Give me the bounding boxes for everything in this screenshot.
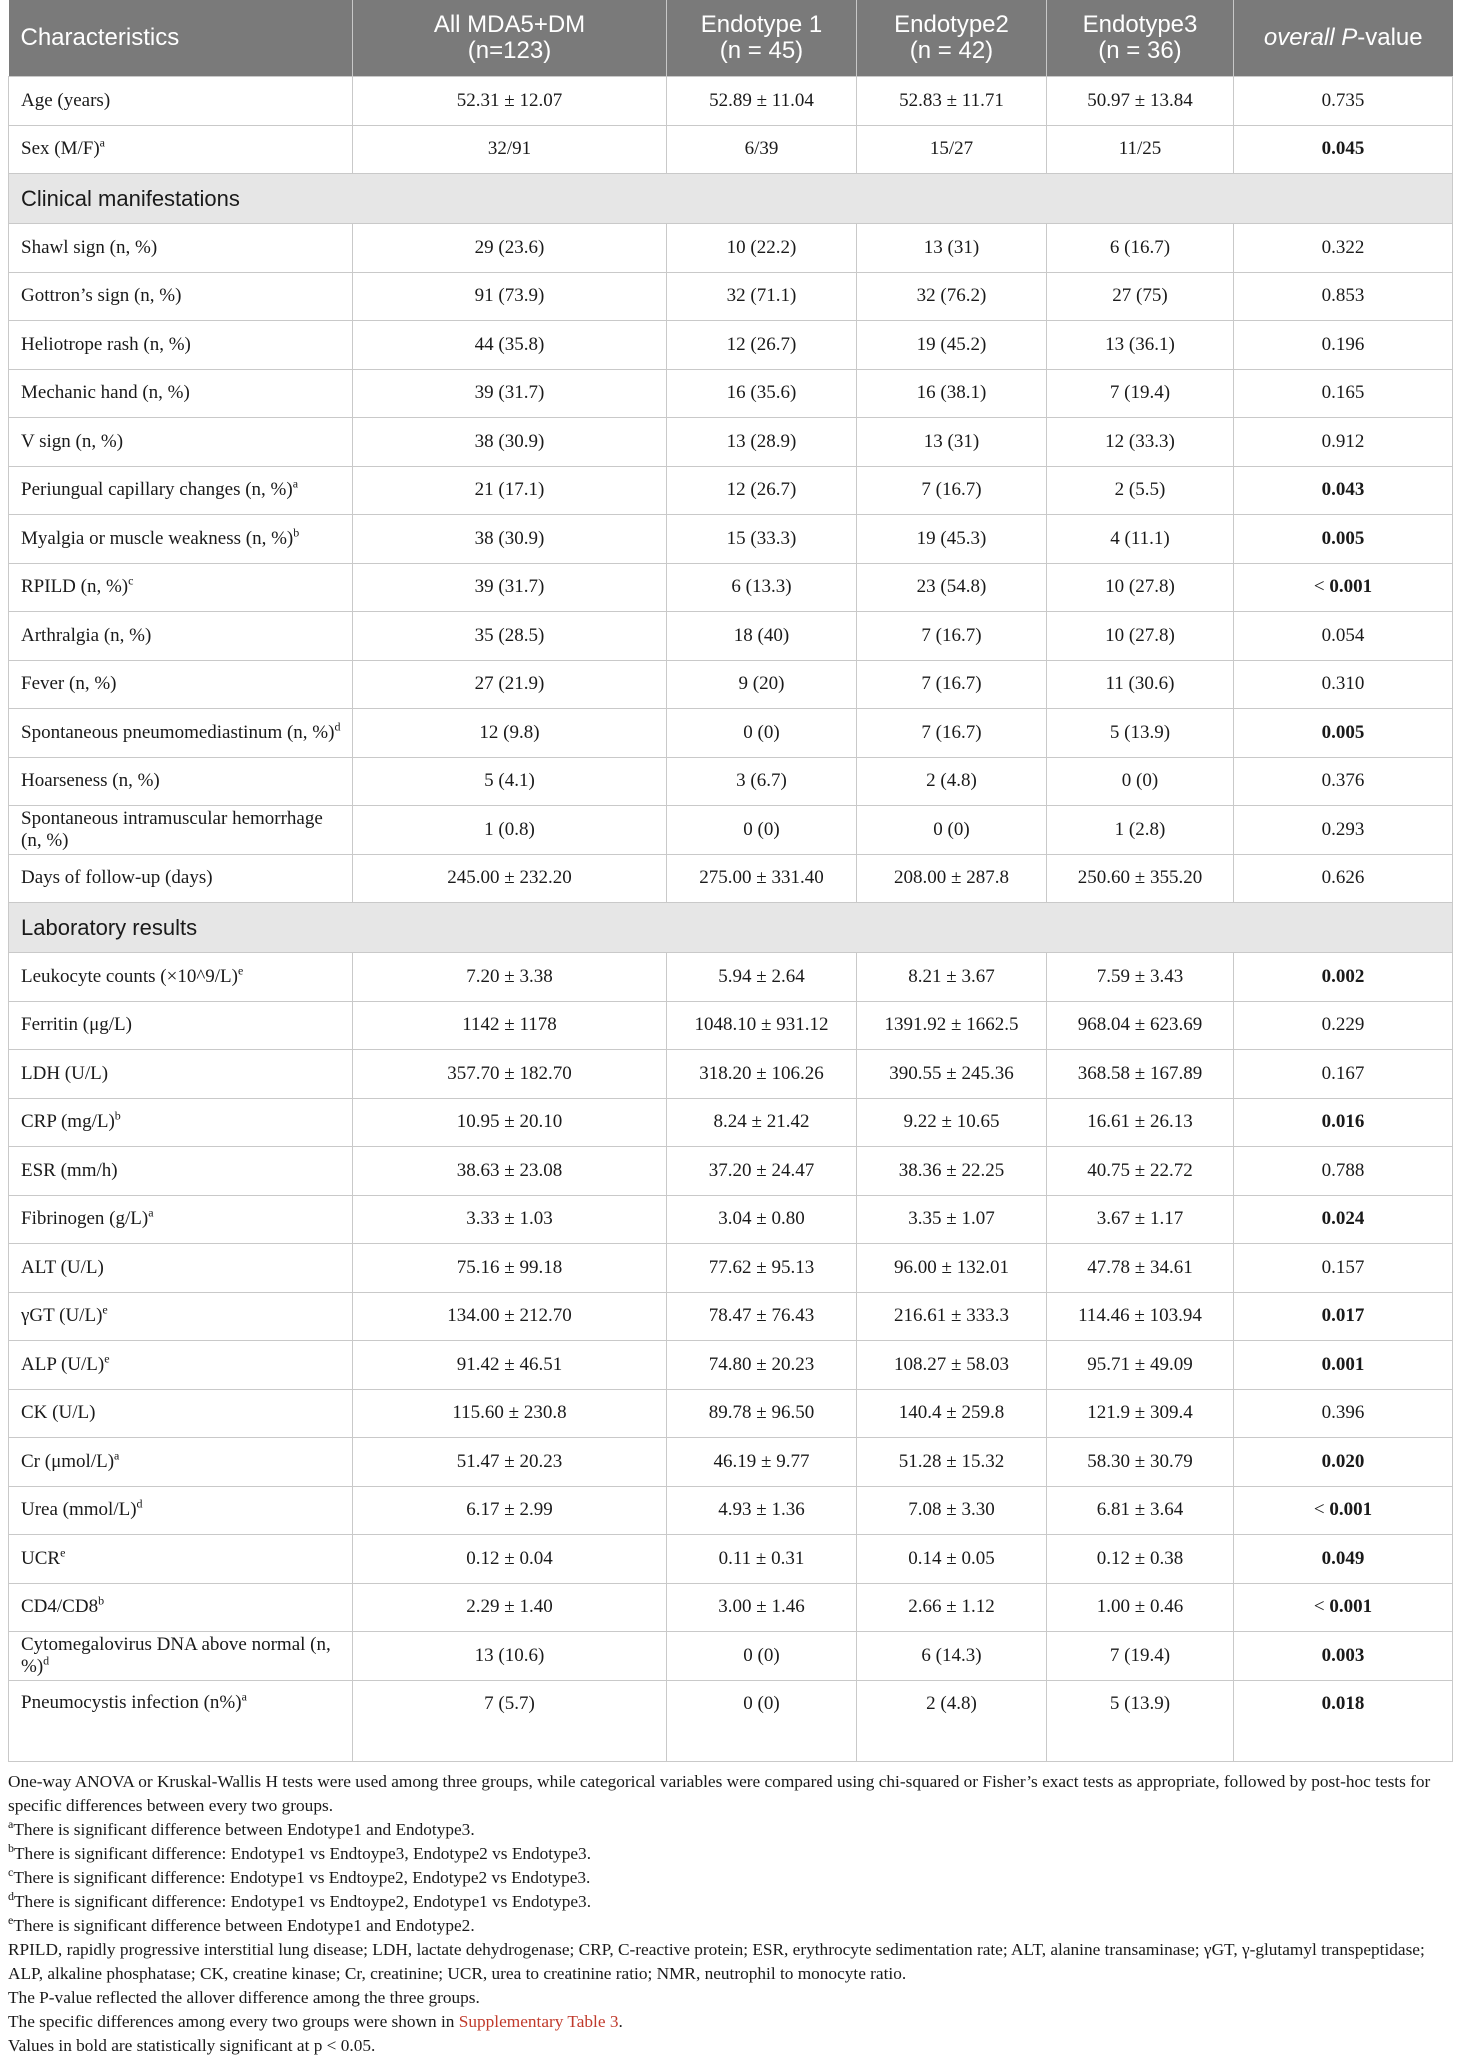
cell-pvalue: 0.322 bbox=[1234, 224, 1453, 273]
cell-all: 38 (30.9) bbox=[353, 418, 667, 467]
table-row bbox=[9, 1680, 1453, 1761]
bold-note: Values in bold are statistically significant at p < 0.05. bbox=[8, 2035, 376, 2055]
footnote-mark: b bbox=[293, 525, 300, 540]
footnote-mark: b bbox=[114, 1108, 121, 1123]
cell-endotype1: 12 (26.7) bbox=[667, 466, 857, 515]
cell-all: 39 (31.7) bbox=[353, 369, 667, 418]
cell-pvalue: < 0.001 bbox=[1234, 1583, 1453, 1632]
cell-endotype2: 6 (14.3) bbox=[857, 1632, 1047, 1681]
table-row bbox=[9, 1341, 1453, 1390]
footnote-mark: d bbox=[334, 719, 341, 734]
cell-all: 1 (0.8) bbox=[353, 806, 667, 855]
cell-all: 3.33 ± 1.03 bbox=[353, 1195, 667, 1244]
row-label: Shawl sign (n, %) bbox=[9, 224, 353, 273]
cell-endotype3: 7.59 ± 3.43 bbox=[1047, 953, 1234, 1002]
cell-pvalue: 0.788 bbox=[1234, 1147, 1453, 1196]
row-label: Arthralgia (n, %) bbox=[9, 612, 353, 661]
cell-endotype3: 10 (27.8) bbox=[1047, 563, 1234, 612]
cell-pvalue: < 0.001 bbox=[1234, 563, 1453, 612]
row-label: UCR$^e$ bbox=[9, 1535, 353, 1584]
cell-endotype3: 6 (16.7) bbox=[1047, 224, 1234, 273]
header-all: All MDA5+DM (n=123) bbox=[353, 0, 667, 77]
cell-endotype1: 275.00 ± 331.40 bbox=[667, 854, 857, 903]
cell-endotype2: 7 (16.7) bbox=[857, 466, 1047, 515]
cell-pvalue: 0.005 bbox=[1234, 709, 1453, 758]
cell-pvalue: 0.735 bbox=[1234, 77, 1453, 126]
cell-endotype1: 6 (13.3) bbox=[667, 563, 857, 612]
table-row bbox=[9, 466, 1453, 515]
footnote-mark: e bbox=[104, 1351, 110, 1366]
cell-endotype3: 7 (19.4) bbox=[1047, 1632, 1234, 1681]
cell-endotype1: 16 (35.6) bbox=[667, 369, 857, 418]
cell-all: 38.63 ± 23.08 bbox=[353, 1147, 667, 1196]
row-label: Gottron’s sign (n, %) bbox=[9, 272, 353, 321]
row-label: Fibrinogen $(g/L)^a$ bbox=[9, 1195, 353, 1244]
cell-pvalue: 0.229 bbox=[1234, 1001, 1453, 1050]
cell-endotype3: 40.75 ± 22.72 bbox=[1047, 1147, 1234, 1196]
table-row bbox=[9, 1632, 1453, 1681]
supplementary-link[interactable]: Supplementary Table 3 bbox=[458, 2011, 619, 2031]
cell-endotype1: 4.93 ± 1.36 bbox=[667, 1486, 857, 1535]
cell-all: 5 (4.1) bbox=[353, 757, 667, 806]
cell-endotype2: 38.36 ± 22.25 bbox=[857, 1147, 1047, 1196]
cell-endotype1: 13 (28.9) bbox=[667, 418, 857, 467]
cell-endotype2: 32 (76.2) bbox=[857, 272, 1047, 321]
cell-endotype1: 0 (0) bbox=[667, 806, 857, 855]
cell-endotype2: 13 (31) bbox=[857, 224, 1047, 273]
cell-pvalue: < 0.001 bbox=[1234, 1486, 1453, 1535]
cell-endotype3: 13 (36.1) bbox=[1047, 321, 1234, 370]
cell-endotype3: 368.58 ± 167.89 bbox=[1047, 1050, 1234, 1099]
cell-endotype2: 2 (4.8) bbox=[857, 757, 1047, 806]
table-row bbox=[9, 1292, 1453, 1341]
cell-all: 134.00 ± 212.70 bbox=[353, 1292, 667, 1341]
row-label: ALT (U/L) bbox=[9, 1244, 353, 1293]
cell-endotype1: 52.89 ± 11.04 bbox=[667, 77, 857, 126]
cell-endotype3: 0.12 ± 0.38 bbox=[1047, 1535, 1234, 1584]
abbreviations-note: RPILD, rapidly progressive interstitial lung disease; LDH, lactate dehydrogenase; CRP, C-reactive protein; ESR, erythrocyte sedimentation rate; ALT, alanine transaminase; γGT, γ-glutamyl transpeptidase; ALP, alkaline phosphatase; CK, creatine kinase; Cr, creatinine; UCR, urea to creatinine ratio; NMR, neutrophil to monocyte ratio. bbox=[8, 1939, 1425, 1983]
cell-endotype1: 3.04 ± 0.80 bbox=[667, 1195, 857, 1244]
table-container bbox=[8, 0, 1452, 2058]
table-row bbox=[9, 1195, 1453, 1244]
table-row bbox=[9, 806, 1453, 855]
footnote: $^e$There is significant difference between Endotype1 and Endotype2. bbox=[8, 1912, 475, 1935]
header-characteristics: Characteristics bbox=[9, 0, 353, 77]
section-clinical-manifestations bbox=[9, 174, 1453, 224]
row-label: γGT $(U/L)^e$ bbox=[9, 1292, 353, 1341]
cell-endotype1: 1048.10 ± 931.12 bbox=[667, 1001, 857, 1050]
cell-all: 2.29 ± 1.40 bbox=[353, 1583, 667, 1632]
row-label: Ferritin (μg/L) bbox=[9, 1001, 353, 1050]
cell-endotype1: 78.47 ± 76.43 bbox=[667, 1292, 857, 1341]
cell-endotype2: 8.21 ± 3.67 bbox=[857, 953, 1047, 1002]
footnote-mark: a bbox=[241, 1689, 247, 1704]
row-label: Fever (n, %) bbox=[9, 660, 353, 709]
table-row bbox=[9, 1438, 1453, 1487]
cell-endotype2: 23 (54.8) bbox=[857, 563, 1047, 612]
cell-all: 10.95 ± 20.10 bbox=[353, 1098, 667, 1147]
row-label: Leukocyte counts (×10^9/L)$^e$ bbox=[9, 953, 353, 1002]
row-label: RPILD (n, %)$^c$ bbox=[9, 563, 353, 612]
row-label: Sex $(M/F)^a$ bbox=[9, 125, 353, 174]
cell-endotype1: 8.24 ± 21.42 bbox=[667, 1098, 857, 1147]
footnote-mark: a bbox=[114, 1448, 120, 1463]
row-label: ESR (mm/h) bbox=[9, 1147, 353, 1196]
cell-endotype2: 13 (31) bbox=[857, 418, 1047, 467]
row-label: Mechanic hand (n, %) bbox=[9, 369, 353, 418]
cell-endotype2: 7 (16.7) bbox=[857, 709, 1047, 758]
table-row bbox=[9, 369, 1453, 418]
pvalue-note: The P-value reflected the allover difference among the three groups. bbox=[8, 1987, 480, 2007]
cell-all: 38 (30.9) bbox=[353, 515, 667, 564]
row-label: Myalgia or muscle weakness (n, %)$^b$ bbox=[9, 515, 353, 564]
table-row bbox=[9, 418, 1453, 467]
row-label: LDH (U/L) bbox=[9, 1050, 353, 1099]
cell-pvalue: 0.001 bbox=[1234, 1341, 1453, 1390]
cell-pvalue: 0.020 bbox=[1234, 1438, 1453, 1487]
cell-all: 52.31 ± 12.07 bbox=[353, 77, 667, 126]
cell-endotype3: 58.30 ± 30.79 bbox=[1047, 1438, 1234, 1487]
table-row bbox=[9, 953, 1453, 1002]
cell-pvalue: 0.376 bbox=[1234, 757, 1453, 806]
cell-pvalue: 0.045 bbox=[1234, 125, 1453, 174]
cell-endotype2: 51.28 ± 15.32 bbox=[857, 1438, 1047, 1487]
cell-endotype3: 1 (2.8) bbox=[1047, 806, 1234, 855]
cell-endotype3: 6.81 ± 3.64 bbox=[1047, 1486, 1234, 1535]
row-label: CD4/CD8$^b$ bbox=[9, 1583, 353, 1632]
row-label: Urea (mmol/L)$^d$ bbox=[9, 1486, 353, 1535]
cell-endotype2: 7 (16.7) bbox=[857, 660, 1047, 709]
cell-pvalue: 0.626 bbox=[1234, 854, 1453, 903]
cell-pvalue: 0.054 bbox=[1234, 612, 1453, 661]
cell-endotype3: 47.78 ± 34.61 bbox=[1047, 1244, 1234, 1293]
row-label: ALP $(U/L)^e$ bbox=[9, 1341, 353, 1390]
cell-all: 75.16 ± 99.18 bbox=[353, 1244, 667, 1293]
table-row bbox=[9, 757, 1453, 806]
cell-endotype2: 108.27 ± 58.03 bbox=[857, 1341, 1047, 1390]
cell-all: 29 (23.6) bbox=[353, 224, 667, 273]
cell-endotype3: 250.60 ± 355.20 bbox=[1047, 854, 1234, 903]
cell-endotype3: 114.46 ± 103.94 bbox=[1047, 1292, 1234, 1341]
row-label: Spontaneous intramuscular hemorrhage (n, %) bbox=[9, 806, 353, 855]
cell-all: 6.17 ± 2.99 bbox=[353, 1486, 667, 1535]
table-row bbox=[9, 272, 1453, 321]
cell-all: 245.00 ± 232.20 bbox=[353, 854, 667, 903]
table-row bbox=[9, 1098, 1453, 1147]
cell-all: 12 (9.8) bbox=[353, 709, 667, 758]
cell-pvalue: 0.310 bbox=[1234, 660, 1453, 709]
cell-pvalue: 0.167 bbox=[1234, 1050, 1453, 1099]
cell-pvalue: 0.912 bbox=[1234, 418, 1453, 467]
cell-endotype1: 15 (33.3) bbox=[667, 515, 857, 564]
row-label: Pneumocystis infection $(n\%)^a$ bbox=[9, 1680, 353, 1761]
cell-endotype3: 2 (5.5) bbox=[1047, 466, 1234, 515]
characteristics-table bbox=[8, 0, 1453, 1762]
cell-endotype1: 5.94 ± 2.64 bbox=[667, 953, 857, 1002]
cell-pvalue: 0.018 bbox=[1234, 1680, 1453, 1761]
table-row bbox=[9, 1050, 1453, 1099]
cell-endotype2: 0.14 ± 0.05 bbox=[857, 1535, 1047, 1584]
cell-all: 0.12 ± 0.04 bbox=[353, 1535, 667, 1584]
footnote-mark: a bbox=[99, 135, 105, 150]
cell-endotype3: 0 (0) bbox=[1047, 757, 1234, 806]
cell-endotype2: 7.08 ± 3.30 bbox=[857, 1486, 1047, 1535]
row-label: Days of follow-up (days) bbox=[9, 854, 353, 903]
table-row bbox=[9, 1583, 1453, 1632]
cell-endotype1: 46.19 ± 9.77 bbox=[667, 1438, 857, 1487]
cell-pvalue: 0.293 bbox=[1234, 806, 1453, 855]
row-label: Spontaneous pneumomediastinum (n, %)$^d$ bbox=[9, 709, 353, 758]
row-label: Cr $(\mu mol/L)^a$ bbox=[9, 1438, 353, 1487]
cell-endotype1: 0.11 ± 0.31 bbox=[667, 1535, 857, 1584]
table-notes bbox=[8, 1770, 1452, 2058]
cell-endotype1: 18 (40) bbox=[667, 612, 857, 661]
header-row bbox=[9, 0, 1453, 77]
cell-pvalue: 0.017 bbox=[1234, 1292, 1453, 1341]
cell-pvalue: 0.043 bbox=[1234, 466, 1453, 515]
cell-endotype2: 19 (45.3) bbox=[857, 515, 1047, 564]
header-endotype2: Endotype2 (n = 42) bbox=[857, 0, 1047, 77]
cell-all: 7 (5.7) bbox=[353, 1680, 667, 1761]
row-label: Hoarseness (n, %) bbox=[9, 757, 353, 806]
footnote-mark: e bbox=[102, 1302, 108, 1317]
cell-pvalue: 0.016 bbox=[1234, 1098, 1453, 1147]
table-row bbox=[9, 563, 1453, 612]
cell-endotype1: 77.62 ± 95.13 bbox=[667, 1244, 857, 1293]
table-row bbox=[9, 77, 1453, 126]
cell-endotype3: 50.97 ± 13.84 bbox=[1047, 77, 1234, 126]
footnote-mark: d bbox=[136, 1496, 143, 1511]
cell-all: 357.70 ± 182.70 bbox=[353, 1050, 667, 1099]
footnote-mark: e bbox=[60, 1545, 66, 1560]
cell-endotype3: 11 (30.6) bbox=[1047, 660, 1234, 709]
row-label: Periungual capillary changes (n, %)$^a$ bbox=[9, 466, 353, 515]
footnote: $^d$There is significant difference: Endotype1 vs Endtoype2, Endotype1 vs Endotype3. bbox=[8, 1888, 592, 1911]
table-row bbox=[9, 321, 1453, 370]
cell-endotype2: 208.00 ± 287.8 bbox=[857, 854, 1047, 903]
cell-endotype3: 10 (27.8) bbox=[1047, 612, 1234, 661]
cell-pvalue: 0.396 bbox=[1234, 1389, 1453, 1438]
table-row bbox=[9, 660, 1453, 709]
cell-endotype2: 16 (38.1) bbox=[857, 369, 1047, 418]
section-laboratory-results bbox=[9, 903, 1453, 953]
footnote: $^a$There is significant difference between Endotype1 and Endotype3. bbox=[8, 1816, 475, 1839]
cell-endotype1: 10 (22.2) bbox=[667, 224, 857, 273]
cell-all: 1142 ± 1178 bbox=[353, 1001, 667, 1050]
section-title: Clinical manifestations bbox=[9, 174, 1453, 224]
cell-endotype3: 16.61 ± 26.13 bbox=[1047, 1098, 1234, 1147]
cell-endotype2: 96.00 ± 132.01 bbox=[857, 1244, 1047, 1293]
table-row bbox=[9, 709, 1453, 758]
cell-endotype1: 0 (0) bbox=[667, 1632, 857, 1681]
cell-endotype2: 0 (0) bbox=[857, 806, 1047, 855]
cell-pvalue: 0.049 bbox=[1234, 1535, 1453, 1584]
cell-endotype3: 121.9 ± 309.4 bbox=[1047, 1389, 1234, 1438]
table-row bbox=[9, 1389, 1453, 1438]
cell-pvalue: 0.165 bbox=[1234, 369, 1453, 418]
cell-endotype3: 4 (11.1) bbox=[1047, 515, 1234, 564]
cell-endotype1: 0 (0) bbox=[667, 709, 857, 758]
row-label: CK (U/L) bbox=[9, 1389, 353, 1438]
footnote-mark: b bbox=[98, 1593, 105, 1608]
methods-note: One-way ANOVA or Kruskal-Wallis H tests were used among three groups, while categorical variables were compared using chi-squared or Fisher’s exact tests as appropriate, followed by post-hoc tests for specific differences between every two groups. bbox=[8, 1771, 1431, 1815]
row-label: CRP $(mg/L)^b$ bbox=[9, 1098, 353, 1147]
cell-all: 32/91 bbox=[353, 125, 667, 174]
cell-endotype1: 12 (26.7) bbox=[667, 321, 857, 370]
cell-endotype3: 5 (13.9) bbox=[1047, 709, 1234, 758]
row-label: V sign (n, %) bbox=[9, 418, 353, 467]
cell-endotype1: 9 (20) bbox=[667, 660, 857, 709]
table-row bbox=[9, 1535, 1453, 1584]
footnote: $^b$There is significant difference: Endotype1 vs Endtoype3, Endotype2 vs Endotype3. bbox=[8, 1840, 592, 1863]
cell-all: 115.60 ± 230.8 bbox=[353, 1389, 667, 1438]
cell-endotype2: 9.22 ± 10.65 bbox=[857, 1098, 1047, 1147]
cell-endotype2: 19 (45.2) bbox=[857, 321, 1047, 370]
cell-endotype3: 968.04 ± 623.69 bbox=[1047, 1001, 1234, 1050]
cell-endotype3: 95.71 ± 49.09 bbox=[1047, 1341, 1234, 1390]
cell-endotype1: 318.20 ± 106.26 bbox=[667, 1050, 857, 1099]
cell-endotype2: 2 (4.8) bbox=[857, 1680, 1047, 1761]
cell-endotype3: 3.67 ± 1.17 bbox=[1047, 1195, 1234, 1244]
header-endotype3: Endotype3 (n = 36) bbox=[1047, 0, 1234, 77]
cell-pvalue: 0.157 bbox=[1234, 1244, 1453, 1293]
section-title: Laboratory results bbox=[9, 903, 1453, 953]
cell-all: 7.20 ± 3.38 bbox=[353, 953, 667, 1002]
cell-endotype2: 3.35 ± 1.07 bbox=[857, 1195, 1047, 1244]
cell-endotype1: 89.78 ± 96.50 bbox=[667, 1389, 857, 1438]
cell-endotype1: 37.20 ± 24.47 bbox=[667, 1147, 857, 1196]
cell-all: 27 (21.9) bbox=[353, 660, 667, 709]
cell-endotype2: 216.61 ± 333.3 bbox=[857, 1292, 1047, 1341]
cell-all: 13 (10.6) bbox=[353, 1632, 667, 1681]
table-body bbox=[9, 77, 1453, 1762]
cell-endotype2: 1391.92 ± 1662.5 bbox=[857, 1001, 1047, 1050]
cell-all: 35 (28.5) bbox=[353, 612, 667, 661]
cell-endotype3: 1.00 ± 0.46 bbox=[1047, 1583, 1234, 1632]
cell-pvalue: 0.853 bbox=[1234, 272, 1453, 321]
table-row bbox=[9, 854, 1453, 903]
footnote-mark: e bbox=[237, 963, 244, 978]
cell-pvalue: 0.002 bbox=[1234, 953, 1453, 1002]
cell-pvalue: 0.005 bbox=[1234, 515, 1453, 564]
supplementary-note: The specific differences among every two groups were shown in Supplementary Table 3. bbox=[8, 2011, 623, 2031]
cell-pvalue: 0.003 bbox=[1234, 1632, 1453, 1681]
cell-endotype1: 0 (0) bbox=[667, 1680, 857, 1761]
cell-endotype2: 140.4 ± 259.8 bbox=[857, 1389, 1047, 1438]
footnote-mark: c bbox=[128, 573, 134, 588]
cell-endotype2: 7 (16.7) bbox=[857, 612, 1047, 661]
cell-endotype2: 15/27 bbox=[857, 125, 1047, 174]
cell-endotype1: 74.80 ± 20.23 bbox=[667, 1341, 857, 1390]
table-row bbox=[9, 125, 1453, 174]
footnote-mark: a bbox=[148, 1205, 154, 1220]
cell-pvalue: 0.196 bbox=[1234, 321, 1453, 370]
header-pvalue: overall P-value bbox=[1234, 0, 1453, 77]
cell-pvalue: 0.024 bbox=[1234, 1195, 1453, 1244]
footnotes bbox=[8, 1818, 1452, 1938]
cell-endotype3: 5 (13.9) bbox=[1047, 1680, 1234, 1761]
cell-endotype3: 12 (33.3) bbox=[1047, 418, 1234, 467]
cell-endotype3: 11/25 bbox=[1047, 125, 1234, 174]
cell-all: 91.42 ± 46.51 bbox=[353, 1341, 667, 1390]
table-row bbox=[9, 515, 1453, 564]
row-label: Age (years) bbox=[9, 77, 353, 126]
cell-all: 21 (17.1) bbox=[353, 466, 667, 515]
footnote-mark: d bbox=[43, 1653, 50, 1668]
row-label: Heliotrope rash (n, %) bbox=[9, 321, 353, 370]
cell-endotype2: 52.83 ± 11.71 bbox=[857, 77, 1047, 126]
cell-all: 39 (31.7) bbox=[353, 563, 667, 612]
cell-endotype1: 32 (71.1) bbox=[667, 272, 857, 321]
cell-endotype1: 3.00 ± 1.46 bbox=[667, 1583, 857, 1632]
table-row bbox=[9, 1001, 1453, 1050]
cell-all: 51.47 ± 20.23 bbox=[353, 1438, 667, 1487]
cell-endotype2: 2.66 ± 1.12 bbox=[857, 1583, 1047, 1632]
cell-endotype1: 3 (6.7) bbox=[667, 757, 857, 806]
table-row bbox=[9, 1147, 1453, 1196]
table-row bbox=[9, 612, 1453, 661]
cell-endotype1: 6/39 bbox=[667, 125, 857, 174]
footnote: $^c$There is significant difference: Endotype1 vs Endtoype2, Endotype2 vs Endotype3. bbox=[8, 1864, 591, 1887]
table-row bbox=[9, 224, 1453, 273]
cell-all: 44 (35.8) bbox=[353, 321, 667, 370]
header-endotype1: Endotype 1 (n = 45) bbox=[667, 0, 857, 77]
row-label: Cytomegalovirus DNA above normal (n, %)$^d$ bbox=[9, 1632, 353, 1681]
cell-endotype2: 390.55 ± 245.36 bbox=[857, 1050, 1047, 1099]
footnote-mark: a bbox=[292, 476, 299, 491]
cell-endotype3: 7 (19.4) bbox=[1047, 369, 1234, 418]
cell-all: 91 (73.9) bbox=[353, 272, 667, 321]
table-row bbox=[9, 1486, 1453, 1535]
cell-endotype3: 27 (75) bbox=[1047, 272, 1234, 321]
table-row bbox=[9, 1244, 1453, 1293]
